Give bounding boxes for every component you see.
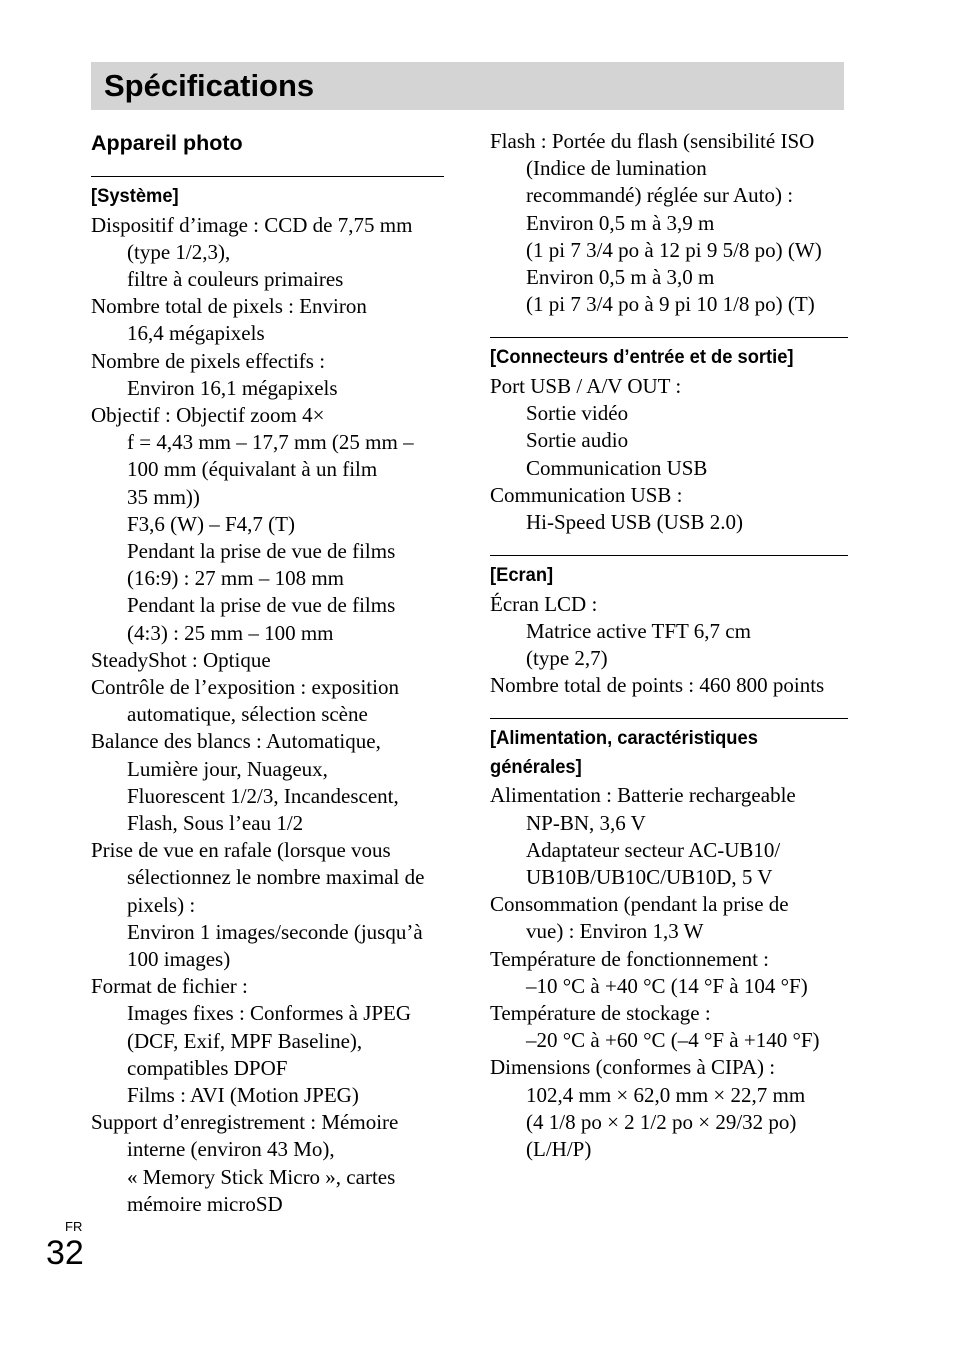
section-ecran [490,555,848,699]
spec-line: Nombre de pixels effectifs : [91,348,326,373]
spec-line: Port USB / A/V OUT : [490,373,682,398]
page-language-label: FR [65,1219,83,1234]
spec-line: (DCF, Exif, MPF Baseline), [127,1028,363,1053]
spec-line: Support d’enregistrement : Mémoire [91,1110,399,1135]
spec-line: (L/H/P) [526,1137,592,1162]
spec-objectif [91,402,444,647]
spec-controle-exposition [91,674,444,728]
spec-line: Contrôle de l’exposition : exposition [91,674,399,699]
spec-line: filtre à couleurs primaires [127,266,344,291]
spec-line: Dimensions (conformes à CIPA) : [490,1055,776,1080]
spec-line: Environ 1 images/seconde (jusqu’à [127,919,423,944]
section-alimentation [490,718,848,1163]
spec-line: Films : AVI (Motion JPEG) [127,1083,359,1107]
spec-line: (type 2,7) [526,646,608,671]
spec-line: vue) : Environ 1,3 W [526,919,704,944]
spec-line: Objectif : Objectif zoom 4× [91,402,325,427]
spec-prise-vue-rafale [91,837,444,973]
spec-line: mémoire microSD [127,1191,283,1216]
spec-line: pixels) : [127,892,196,917]
left-column [91,128,444,1218]
spec-line: Flash : Portée du flash (sensibilité ISO [490,129,815,153]
section-connecteurs [490,337,848,536]
spec-line: –20 °C à +60 °C (–4 °F à +140 °F) [526,1028,820,1053]
spec-line: Sortie audio [526,428,629,453]
spec-pixels-effectifs [91,348,444,402]
spec-line: Dispositif d’image : CCD de 7,75 mm [91,212,413,237]
spec-line: (type 1/2,3), [127,239,231,264]
spec-line: Pendant la prise de vue de films [127,538,396,563]
spec-line: 35 mm)) [127,484,200,509]
spec-line: automatique, sélection scène [127,702,368,727]
spec-line: f = 4,43 mm – 17,7 mm (25 mm – [127,430,414,455]
spec-line: Format de fichier : [91,974,248,999]
spec-line: Communication USB : [490,482,683,507]
spec-line: 100 mm (équivalant à un film [127,457,378,482]
spec-line: (Indice de lumination [526,156,707,181]
spec-line: Consommation (pendant la prise de [490,892,789,917]
spec-line: Nombre total de points : 460 800 points [490,673,825,698]
section-heading-alimentation: [Alimentation, caractéristiques [490,727,758,750]
page-title: Spécifications [104,68,315,103]
spec-line: (4 1/8 po × 2 1/2 po × 29/32 po) [526,1109,797,1134]
spec-line: Alimentation : Batterie rechargeable [490,783,796,808]
spec-line: UB10B/UB10C/UB10D, 5 V [526,865,773,890]
page-number: 32 [46,1234,84,1272]
spec-line: Flash, Sous l’eau 1/2 [127,810,304,835]
spec-line: Hi-Speed USB (USB 2.0) [526,509,744,534]
spec-line: Température de fonctionnement : [490,946,769,971]
spec-flash [490,128,848,318]
spec-line: Température de stockage : [490,1001,711,1026]
spec-dispositif-image [91,212,444,294]
spec-line: (1 pi 7 3/4 po à 12 pi 9 5/8 po) (W) [526,237,822,262]
spec-steadyshot [91,647,444,674]
spec-line: Communication USB [526,455,708,480]
spec-line: Fluorescent 1/2/3, Incandescent, [127,783,399,808]
spec-line: Balance des blancs : Automatique, [91,729,381,754]
spec-line: compatibles DPOF [127,1055,288,1080]
spec-line: 102,4 mm × 62,0 mm × 22,7 mm [526,1082,806,1107]
spec-line: 16,4 mégapixels [127,321,265,346]
spec-line: Sortie vidéo [526,401,629,426]
spec-line: Matrice active TFT 6,7 cm [526,618,751,643]
spec-line: Lumière jour, Nuageux, [127,756,328,781]
spec-line: –10 °C à +40 °C (14 °F à 104 °F) [526,973,808,998]
spec-line: (4:3) : 25 mm – 100 mm [127,620,334,645]
subtitle-appareil-photo: Appareil photo [91,131,243,155]
spec-line: Environ 0,5 m à 3,0 m [526,265,715,290]
spec-line: NP-BN, 3,6 V [526,810,646,835]
spec-balance-blancs [91,728,444,837]
section-heading-systeme: [Système] [91,185,179,207]
section-systeme [91,176,444,1218]
spec-line: Environ 0,5 m à 3,9 m [526,210,715,235]
spec-line: recommandé) réglée sur Auto) : [526,183,794,208]
spec-line: (16:9) : 27 mm – 108 mm [127,566,344,591]
spec-line: 100 images) [127,946,231,971]
spec-format-fichier [91,973,444,1109]
spec-line: (1 pi 7 3/4 po à 9 pi 10 1/8 po) (T) [526,292,815,317]
section-heading-connecteurs: [Connecteurs d’entrée et de sortie] [490,346,794,369]
spec-line: Images fixes : Conformes à JPEG [127,1001,412,1026]
spec-line: sélectionnez le nombre maximal de [127,865,425,890]
spec-line: Écran LCD : [490,591,598,616]
spec-line: « Memory Stick Micro », cartes [127,1164,396,1189]
spec-line: Pendant la prise de vue de films [127,593,396,618]
spec-line: Adaptateur secteur AC-UB10/ [526,837,781,862]
spec-line: Nombre total de pixels : Environ [91,294,367,319]
title-bar [91,62,844,110]
section-heading-ecran: [Ecran] [490,564,554,587]
spec-line: interne (environ 43 Mo), [127,1137,335,1162]
right-column [490,128,848,1163]
spec-line: Prise de vue en rafale (lorsque vous [91,838,391,863]
spec-line: F3,6 (W) – F4,7 (T) [127,511,295,536]
spec-line: SteadyShot : Optique [91,647,271,672]
spec-support-enregistrement [91,1109,444,1218]
spec-line: Environ 16,1 mégapixels [127,375,338,400]
spec-nombre-total-pixels [91,293,444,347]
section-heading-alimentation-cont: générales] [490,755,582,778]
